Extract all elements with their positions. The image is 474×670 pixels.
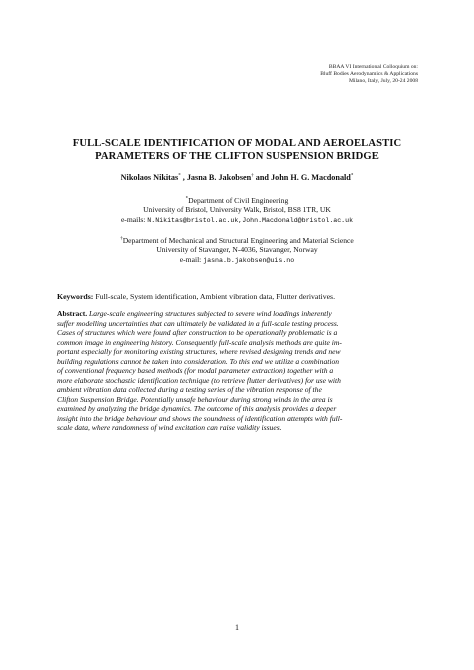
author-1-mark: * [178, 173, 181, 179]
affiliation-1-mark: * [185, 196, 189, 202]
abstract-label: Abstract. [57, 309, 88, 318]
abstract-line-11: examined by analyzing the bridge dynamics. The outcome of this analysis provides a deeper [57, 404, 337, 413]
affiliation-1-email-label: e-mails: [120, 214, 148, 224]
author-2-mark: † [251, 173, 254, 179]
abstract-line-6: building regulations cannot be taken into consideration. To this end we utilize a combination [57, 356, 340, 366]
keywords-paragraph [57, 292, 427, 301]
abstract-line-1: Large-scale engineering structures subjected to severe wind loadings inherently [87, 309, 332, 318]
abstract-line-8: more elaborate stochastic identification technique (to retrieve flutter derivatives) for use with [57, 375, 341, 385]
affiliation-1 [40, 196, 434, 225]
author-1: Nikolaos Nikitas [120, 173, 179, 182]
affiliation-2-mark: † [120, 236, 123, 242]
title-line-2: PARAMETERS OF THE CLIFTON SUSPENSION BRIDGE [95, 150, 379, 162]
abstract-line-12: insight into the bridge behaviour and shows the soundness of identification attempts with full- [57, 413, 343, 423]
abstract-line-5: portant especially for monitoring existing structures, where revised designing trends and new [57, 347, 341, 356]
author-2: Jasna B. Jakobsen [186, 173, 252, 182]
abstract-line-2: suffer modelling uncertainties that can ultimately be validated in a full-scale testing process. [57, 318, 339, 328]
author-3: John H. G. Macdonald [271, 173, 351, 182]
affiliation-2 [40, 236, 434, 265]
author-list [40, 173, 434, 182]
affiliation-1-address: University of Bristol, University Walk, Bristol, BS8 1TR, UK [143, 205, 331, 215]
abstract-line-7: of conventional frequency based methods (for modal parameter extraction) together with a [57, 366, 334, 375]
abstract-line-4: common image in engineering history. Consequently full-scale analysis methods are quite im- [57, 337, 342, 347]
keywords-text: Full-scale, System identification, Ambient vibration data, Flutter derivatives. [93, 292, 336, 301]
abstract-line-10: Clifton Suspension Bridge. Potentially unsafe behaviour during strong winds in the area is [57, 394, 333, 404]
paper-title [40, 138, 434, 163]
conference-line-1: BBAA VI International Colloquium on: [328, 64, 418, 70]
affiliation-2-email-label: e-mail: [179, 254, 204, 264]
abstract-line-3: Cases of structures which were found after construction to be operationally problematic is a [57, 328, 338, 337]
conference-header [218, 64, 418, 86]
abstract-paragraph [57, 309, 419, 433]
page-number: 1 [235, 623, 239, 632]
author-3-mark: * [350, 173, 354, 179]
abstract-line-13: scale data, where randomness of wind excitation can raise validity issues. [57, 423, 282, 432]
author-separator-1: , [180, 173, 187, 182]
keywords-label: Keywords: [57, 292, 94, 301]
conference-line-3: Milano, Italy, July, 20-24 2008 [348, 78, 418, 85]
abstract-line-9: ambient vibration data collected during a testing series of the vibration response of the [57, 385, 322, 394]
title-line-1: FULL-SCALE IDENTIFICATION OF MODAL AND AEROELASTIC [72, 138, 402, 149]
affiliation-2-dept: Department of Mechanical and Structural Engineering and Material Science [122, 236, 354, 245]
conference-line-2: Bluff Bodies Aerodynamics & Applications [320, 71, 418, 78]
author-separator-2: and [253, 173, 272, 182]
affiliation-1-email[interactable]: N.Nikitas@bristol.ac.uk,John.Macdonald@bristol.ac.uk [147, 216, 354, 224]
affiliation-2-address: University of Stavanger, N-4036, Stavanger, Norway [156, 245, 318, 255]
affiliation-2-email[interactable]: jasna.b.jakobsen@uis.no [203, 256, 295, 264]
affiliation-1-dept: Department of Civil Engineering [188, 196, 289, 205]
